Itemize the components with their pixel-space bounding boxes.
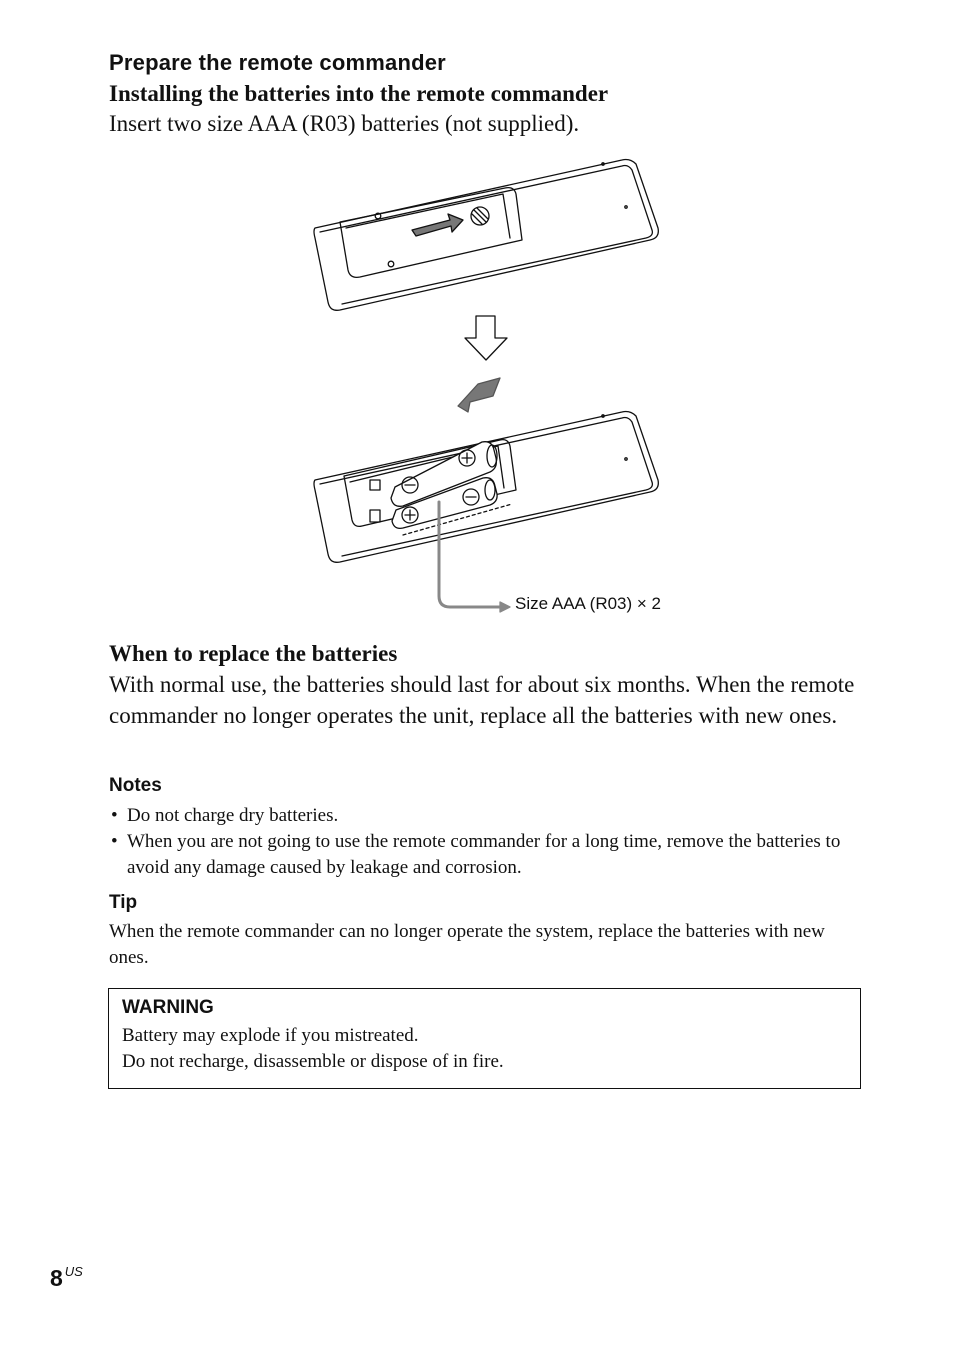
down-arrow-icon (465, 316, 507, 360)
section-heading: Prepare the remote commander (109, 50, 446, 75)
warning-title: WARNING (122, 997, 214, 1018)
battery-installation-figure (300, 150, 700, 630)
tip-heading: Tip (109, 892, 138, 913)
tip-body: When the remote commander can no longer operate the system, replace the batteries with new ones. (109, 921, 825, 968)
remote-commander-closed-icon (314, 160, 658, 311)
list-item: • Do not charge dry batteries. (109, 803, 869, 829)
notes-list (109, 803, 869, 881)
replace-body: With normal use, the batteries should last for about six months. When the remote commander no longer operates the unit, replace all the batteries with new ones. (109, 672, 855, 728)
warning-line: Battery may explode if you mistreated. (122, 1025, 419, 1046)
list-item: • When you are not going to use the remote commander for a long time, remove the batteries to avoid any damage caused by leakage and corrosion. (109, 829, 869, 881)
warning-lines (122, 1023, 504, 1075)
page-number (50, 1265, 81, 1292)
page-number-suffix: US (64, 1264, 83, 1279)
replace-heading: When to replace the batteries (109, 641, 398, 666)
warning-line: Do not recharge, disassemble or dispose of in fire. (122, 1051, 504, 1072)
notes-heading: Notes (109, 775, 162, 796)
intro-text: Insert two size AAA (R03) batteries (not supplied). (109, 111, 580, 136)
warning-box (108, 988, 861, 1089)
section-subheading: Installing the batteries into the remote commander (109, 81, 609, 106)
page-number-value: 8 (50, 1265, 63, 1291)
battery-size-label: Size AAA (R03) × 2 (515, 594, 661, 613)
